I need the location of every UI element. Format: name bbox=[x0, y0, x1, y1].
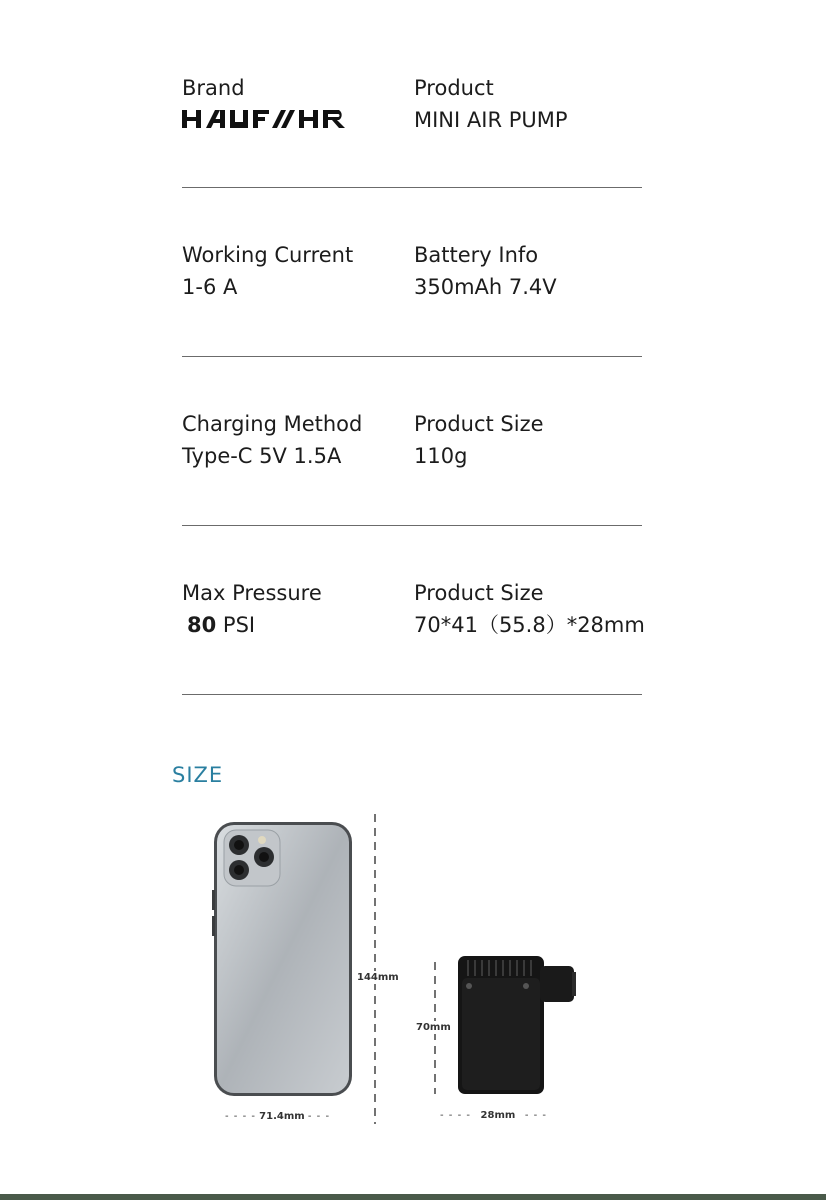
bottom-bar bbox=[0, 1194, 826, 1200]
spec-row-4 bbox=[182, 577, 645, 747]
battery-info-cell bbox=[414, 239, 557, 303]
divider bbox=[182, 525, 642, 526]
divider bbox=[182, 356, 642, 357]
spec-row-1 bbox=[182, 72, 642, 242]
max-pressure-value bbox=[182, 609, 322, 641]
pump-width-value: 28mm bbox=[480, 1110, 516, 1121]
battery-info-label: Battery Info bbox=[414, 243, 539, 267]
brand-label: Brand bbox=[182, 76, 245, 100]
working-current-value: 1-6 A bbox=[182, 275, 238, 299]
divider bbox=[182, 694, 642, 695]
charging-method-value: Type-C 5V 1.5A bbox=[182, 444, 342, 468]
battery-info-value: 350mAh 7.4V bbox=[414, 275, 557, 299]
brand-cell bbox=[182, 72, 350, 134]
product-label: Product bbox=[414, 76, 494, 100]
brand-logo bbox=[182, 108, 350, 130]
max-pressure-number: 80 bbox=[187, 613, 217, 637]
size-section-title: SIZE bbox=[172, 763, 224, 787]
phone-width-label: - - - - 71.4mm - - - bbox=[225, 1111, 331, 1122]
charging-method-cell bbox=[182, 408, 362, 472]
phone-illustration bbox=[212, 820, 354, 1098]
product-cell bbox=[414, 72, 568, 136]
working-current-cell bbox=[182, 239, 353, 303]
phone-height-dimension-line bbox=[370, 814, 380, 1124]
max-pressure-label: Max Pressure bbox=[182, 581, 322, 605]
product-size-value: 70*41（55.8）*28mm bbox=[414, 613, 645, 637]
phone-height-label: 144mm bbox=[357, 972, 399, 983]
divider bbox=[182, 187, 642, 188]
max-pressure-unit: PSI bbox=[222, 613, 256, 637]
product-weight-value: 110g bbox=[414, 444, 468, 468]
charging-method-label: Charging Method bbox=[182, 412, 363, 436]
max-pressure-cell bbox=[182, 577, 322, 641]
product-size-label: Product Size bbox=[414, 581, 544, 605]
phone-width-value: 71.4mm bbox=[259, 1111, 305, 1122]
spec-row-3 bbox=[182, 408, 642, 578]
product-size-cell bbox=[414, 577, 645, 641]
pump-height-label: 70mm bbox=[416, 1022, 451, 1033]
product-value: MINI AIR PUMP bbox=[414, 108, 568, 132]
working-current-label: Working Current bbox=[182, 243, 354, 267]
air-pump-illustration bbox=[456, 948, 578, 1096]
product-weight-cell bbox=[414, 408, 544, 472]
pump-width-label: - - - - 28mm - - - bbox=[440, 1110, 548, 1121]
product-weight-label: Product Size bbox=[414, 412, 544, 436]
spec-row-2 bbox=[182, 239, 642, 409]
